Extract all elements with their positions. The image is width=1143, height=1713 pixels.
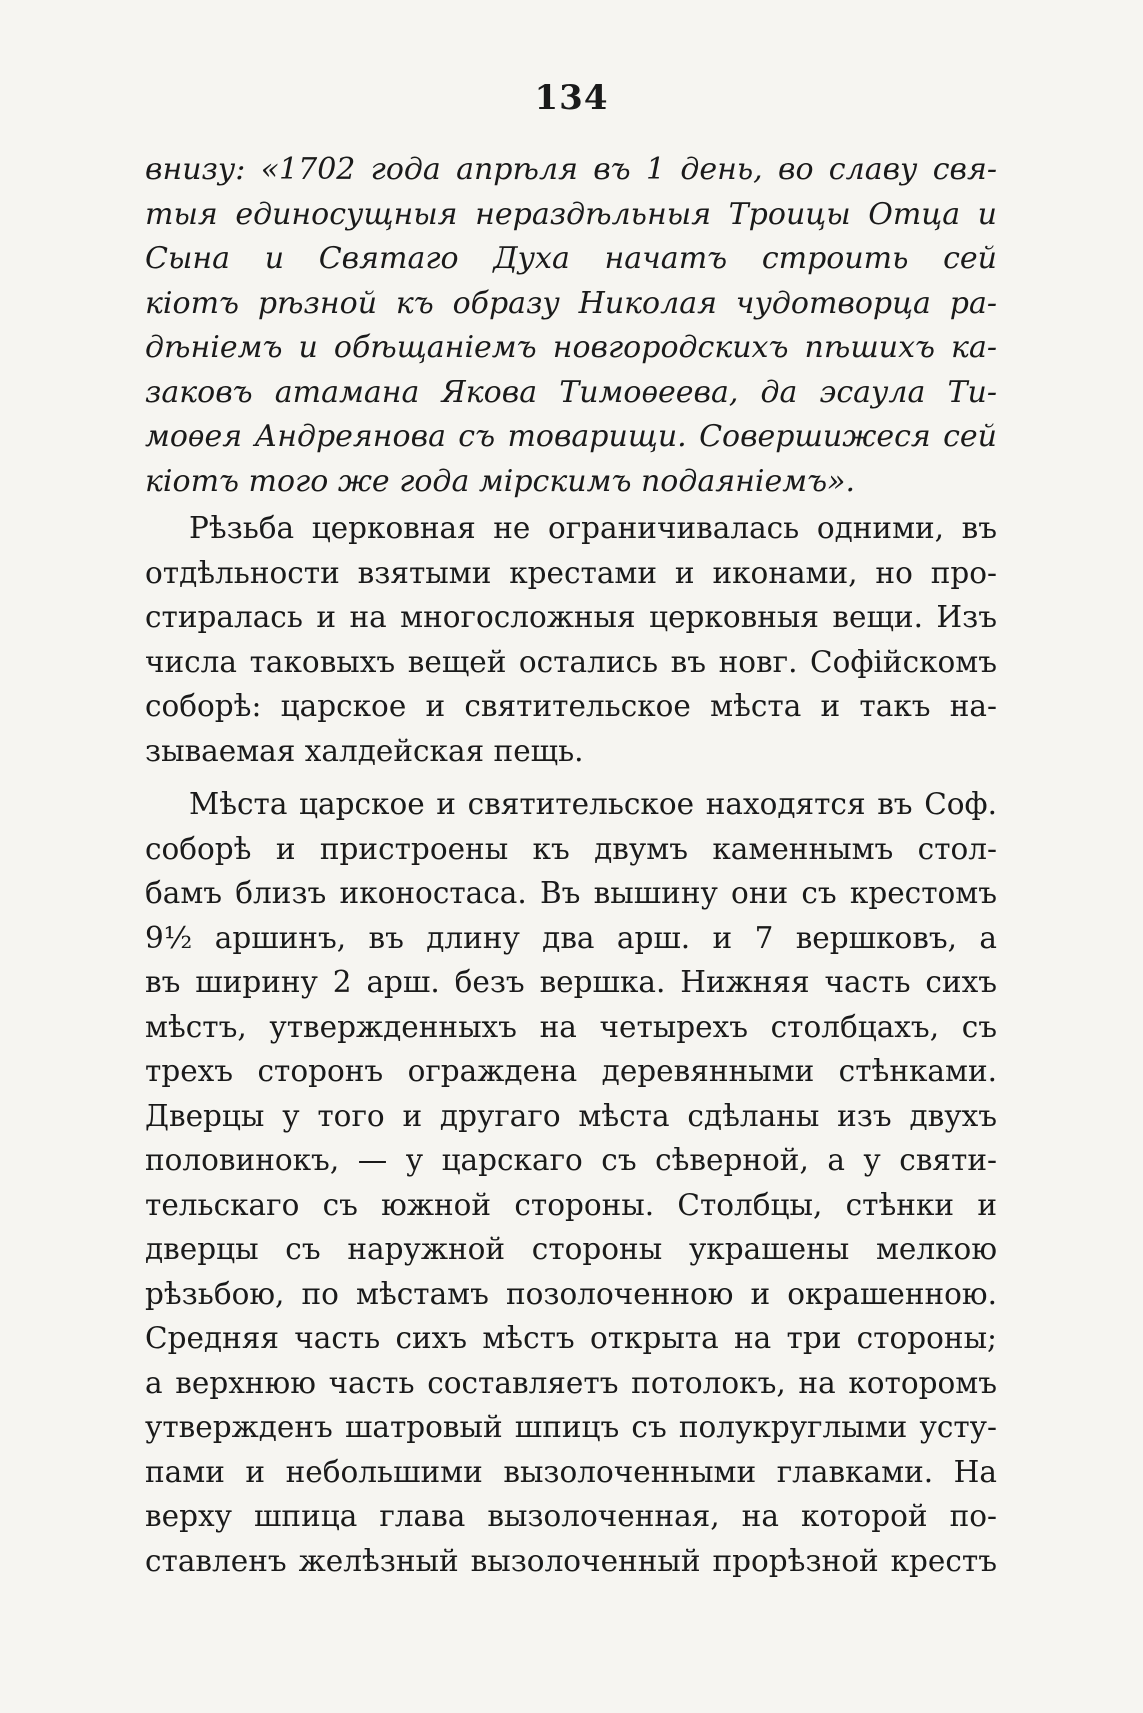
text-line: дверцы съ наружной стороны украшены мелкою [145,1232,997,1266]
text-line: числа таковыхъ вещей остались въ новг. Софійскомъ [145,644,997,679]
text-line: тыя единосущныя нераздѣльныя Троицы Отца и [145,196,997,232]
text-line: стиралась и на многосложныя церковныя вещи. Изъ [145,600,997,634]
text-line: Дверцы у того и другаго мѣста сдѣланы изъ двухъ [145,1098,997,1133]
page-number: 134 [534,78,609,118]
text-line: трехъ сторонъ ограждена деревянными стѣнками. [145,1054,997,1088]
text-line: Мѣста царское и святительское находятся въ Соф. [189,787,997,821]
text-line: тельскаго съ южной стороны. Столбцы, стѣнки и [145,1187,997,1222]
text-line: зываемая халдейская пещь. [145,733,584,768]
text-line: внизу: «1702 года апрѣля въ 1 день, во славу свя- [145,152,997,187]
quoted-inscription [145,148,997,504]
text-line: Рѣзьба церковная не ограничивалась одними, въ [189,511,997,545]
text-line: 9½ аршинъ, въ длину два арш. и 7 вершковъ, а [145,920,997,955]
text-line: половинокъ, — у царскаго съ сѣверной, а у святи- [145,1143,997,1177]
text-line: а верхнюю часть составляетъ потолокъ, на которомъ [145,1365,997,1400]
text-line: отдѣльности взятыми крестами и иконами, но про- [145,555,997,590]
text-line: Средняя часть сихъ мѣстъ открыта на три стороны; [145,1321,997,1355]
text-line: ставленъ желѣзный вызолоченный прорѣзной крестъ [145,1543,997,1578]
text-line: кіотъ того же года мірскимъ подаяніемъ». [145,463,855,499]
text-line: моѳея Андреянова съ товарищи. Совершижеся сей [145,419,997,454]
text-line: въ ширину 2 арш. безъ вершка. Нижняя часть сихъ [145,965,997,999]
text-line: Сына и Святаго Духа начатъ строить сей [145,241,997,276]
paragraph-places [145,782,997,1583]
text-line: бамъ близъ иконостаса. Въ вышину они съ крестомъ [145,876,997,910]
text-line: пами и небольшими вызолоченными главками. На [145,1454,997,1489]
text-line: соборѣ: царское и святительское мѣста и такъ на- [145,689,997,723]
text-line: кіотъ рѣзной къ образу Николая чудотворца ра- [145,285,997,321]
text-line: утвержденъ шатровый шпицъ съ полукруглыми усту- [145,1410,997,1444]
text-line: верху шпица глава вызолоченная, на которой по- [145,1499,997,1533]
text-line: мѣстъ, утвержденныхъ на четырехъ столбцахъ, съ [145,1009,997,1044]
text-line: заковъ атамана Якова Тимоѳеева, да эсаула Ти- [145,374,997,410]
text-line: дѣніемъ и обѣщаніемъ новгородскихъ пѣшихъ ка- [145,330,997,365]
text-line: соборѣ и пристроены къ двумъ каменнымъ стол- [145,831,997,866]
text-line: рѣзьбою, по мѣстамъ позолоченною и окрашенною. [145,1276,997,1311]
paragraph-carving [145,506,997,773]
